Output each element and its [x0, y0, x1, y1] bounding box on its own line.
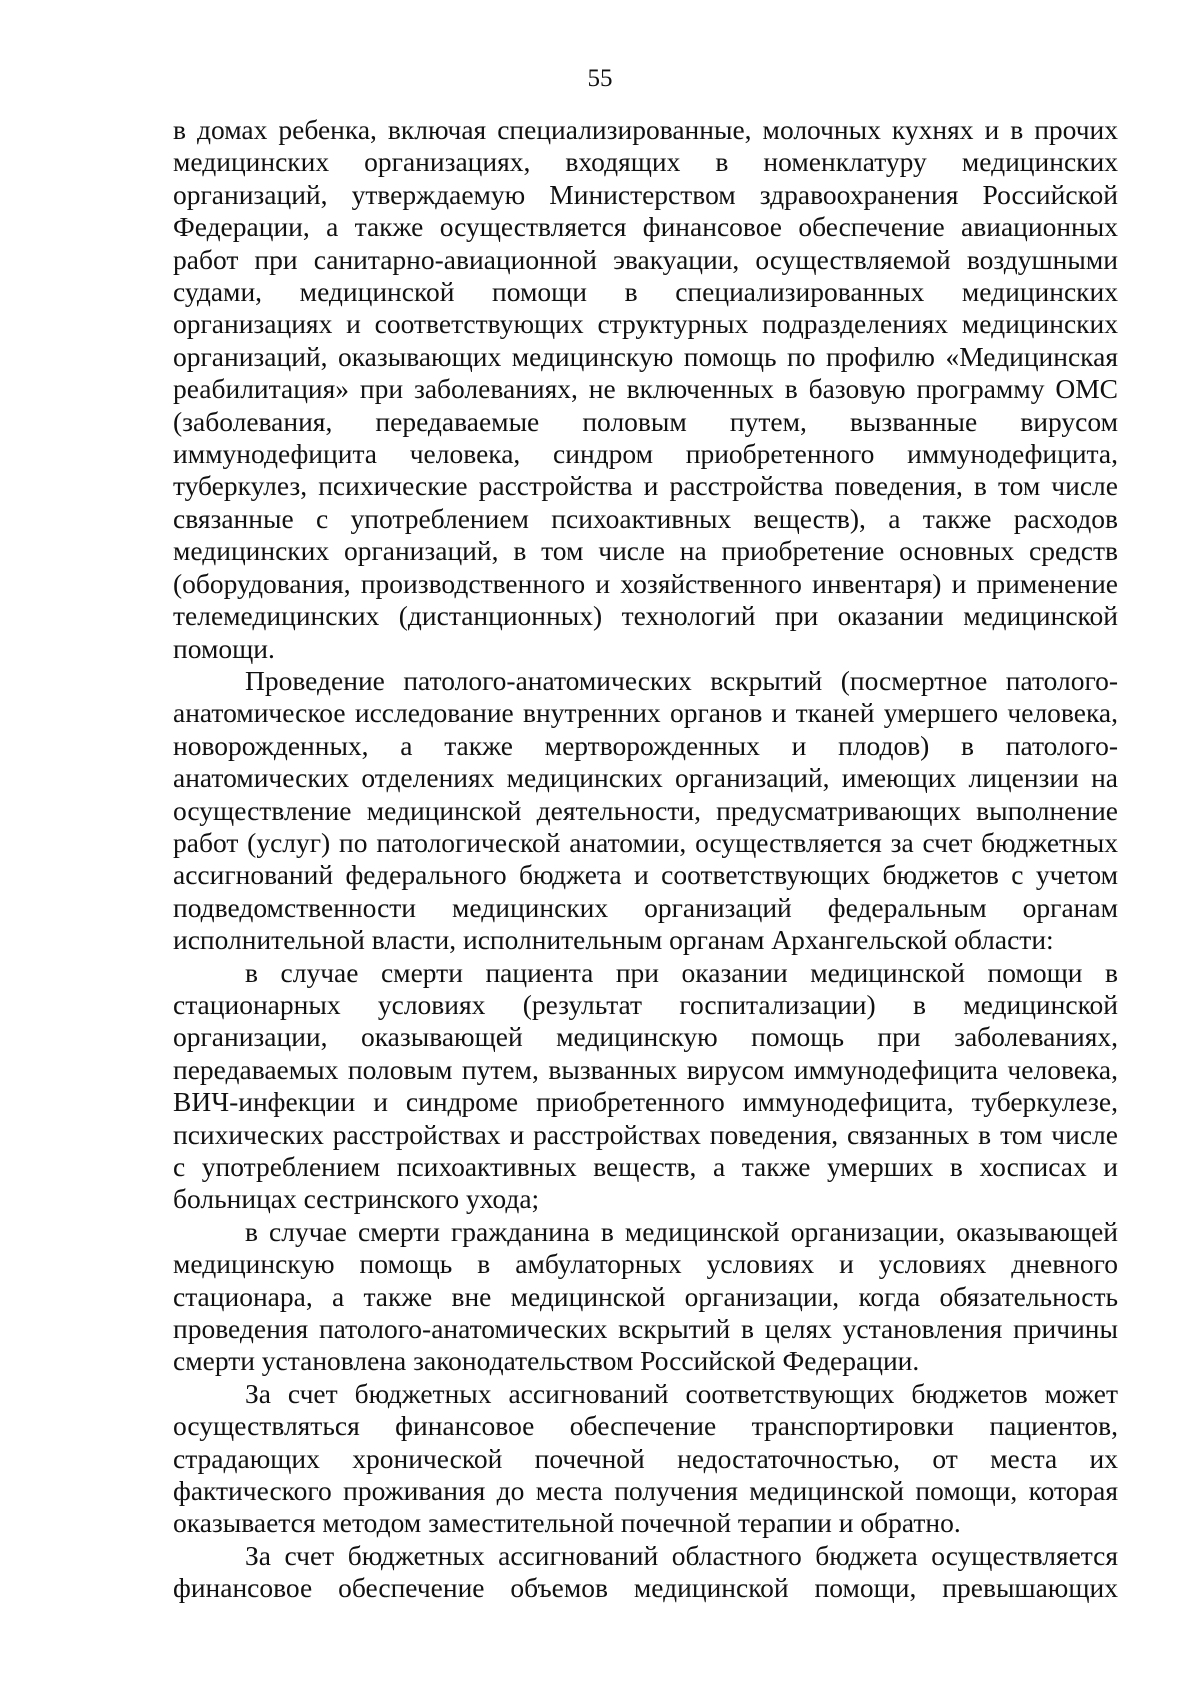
paragraph-inpatient-death-case: в случае смерти пациента при оказании медицинской помощи в стационарных условиях (результат госпитализации) в медицинской организации, оказывающей медицинскую помощь при заболеваниях, передаваемых половым путем, вызванных вирусом иммунодефицита человека, ВИЧ-инфекции и синдроме приобретенного иммунодефицита, туберкулезе, психических расстройствах и расстройствах поведения, связанных в том числе с употреблением психоактивных веществ, а также умерших в хосписах и больницах сестринского ухода; [173, 956, 1118, 1215]
paragraph-outpatient-death-case: в случае смерти гражданина в медицинской организации, оказывающей медицинскую помощь в амбулаторных условиях и условиях дневного стационара, а также вне медицинской организации, когда обязательность проведения патолого-анатомических вскрытий в целях установления причины смерти установлена законодательством Российской Федерации. [173, 1215, 1118, 1377]
paragraph-pathology-autopsies: Проведение патолого-анатомических вскрытий (посмертное патолого-анатомическое исследование внутренних органов и тканей умершего человека, новорожденных, а также мертворожденных и плодов) в патолого-анатомических отделениях медицинских организаций, имеющих лицензии на осуществление медицинской деятельности, предусматривающих выполнение работ (услуг) по патологической анатомии, осуществляется за счет бюджетных ассигнований федерального бюджета и соответствующих бюджетов с учетом подведомственности медицинских организаций федеральным органам исполнительной власти, исполнительным органам Архангельской области: [173, 664, 1118, 956]
document-body [173, 114, 1118, 1605]
paragraph-regional-budget: За счет бюджетных ассигнований областного бюджета осуществляется финансовое обеспечение объемов медицинской помощи, превышающих [173, 1539, 1118, 1604]
paragraph-continuation: в домах ребенка, включая специализированные, молочных кухнях и в прочих медицинских организациях, входящих в номенклатуру медицинских организаций, утверждаемую Министерством здравоохранения Российской Федерации, а также осуществляется финансовое обеспечение авиационных работ при санитарно-авиационной эвакуации, осуществляемой воздушными судами, медицинской помощи в специализированных медицинских организациях и соответствующих структурных подразделениях медицинских организаций, оказывающих медицинскую помощь по профилю «Медицинская реабилитация» при заболеваниях, не включенных в базовую программу ОМС (заболевания, передаваемые половым путем, вызванные вирусом иммунодефицита человека, синдром приобретенного иммунодефицита, туберкулез, психические расстройства и расстройства поведения, в том числе связанные с употреблением психоактивных веществ), а также расходов медицинских организаций, в том числе на приобретение основных средств (оборудования, производственного и хозяйственного инвентаря) и применение телемедицинских (дистанционных) технологий при оказании медицинской помощи. [173, 114, 1118, 664]
page-number: 55 [587, 65, 613, 92]
paragraph-dialysis-transport: За счет бюджетных ассигнований соответствующих бюджетов может осуществляться финансовое обеспечение транспортировки пациентов, страдающих хронической почечной недостаточностью, от места их фактического проживания до места получения медицинской помощи, которая оказывается методом заместительной почечной терапии и обратно. [173, 1377, 1118, 1539]
